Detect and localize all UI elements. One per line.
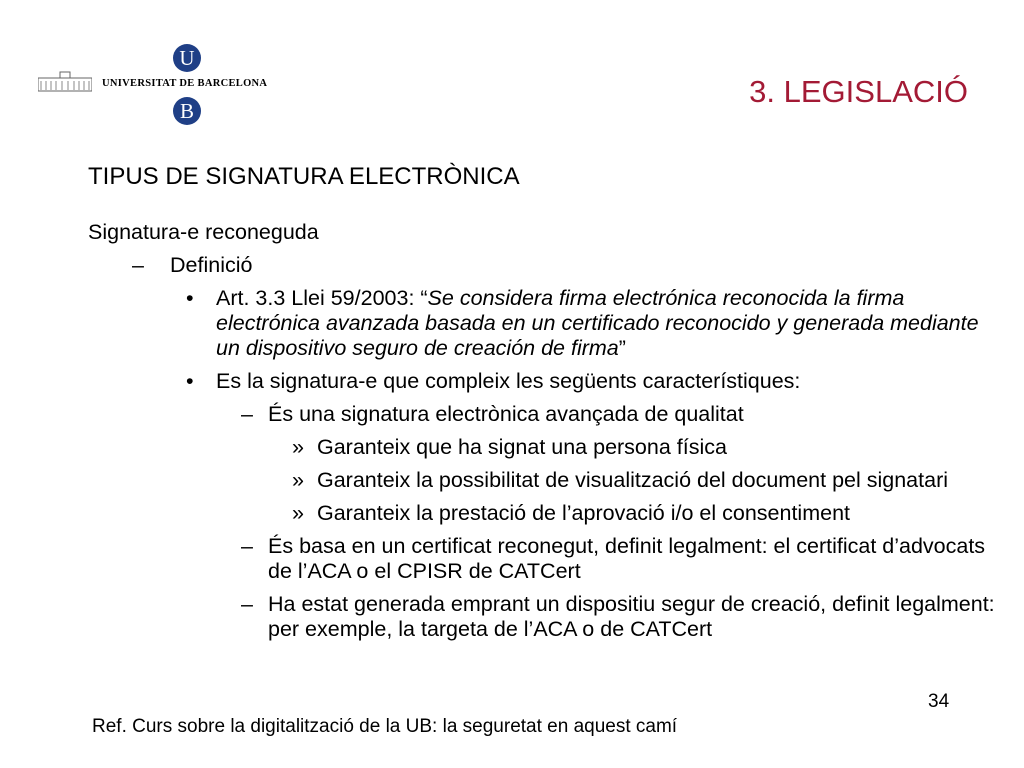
bullet-characteristics bbox=[186, 369, 1008, 394]
characteristics-text: Es la signatura-e que compleix les següents característiques: bbox=[216, 369, 801, 393]
footer-reference: Ref. Curs sobre la digitalització de la UB: la seguretat en aquest camí bbox=[92, 716, 678, 737]
dash-bullet: – bbox=[241, 534, 253, 558]
characteristic-text: És basa en un certificat reconegut, definit legalment: el certificat d’advocats de l’ACA o el CPISR de CATCert bbox=[268, 534, 986, 583]
characteristic-item bbox=[241, 592, 1008, 642]
definition-item bbox=[132, 253, 1008, 278]
dot-bullet: • bbox=[186, 286, 194, 310]
guarantee-item bbox=[292, 435, 1008, 460]
guarantee-text: Garanteix la possibilitat de visualització del document pel signatari bbox=[317, 468, 949, 492]
characteristic-text: És una signatura electrònica avançada de qualitat bbox=[268, 402, 744, 426]
guillemet-bullet: » bbox=[292, 501, 304, 525]
guarantee-text: Garanteix la prestació de l’aprovació i/o el consentiment bbox=[317, 501, 851, 525]
logo-circle-b: B bbox=[173, 97, 201, 125]
guillemet-bullet: » bbox=[292, 435, 304, 459]
characteristic-item bbox=[241, 534, 1008, 584]
page-number: 34 bbox=[928, 691, 950, 712]
law-quote-suffix: ” bbox=[618, 336, 626, 360]
definition-label: Definició bbox=[170, 253, 253, 277]
guarantee-text: Garanteix que ha signat una persona física bbox=[317, 435, 727, 459]
dash-bullet: – bbox=[241, 402, 253, 426]
logo-circle-u: U bbox=[173, 44, 201, 72]
dot-bullet: • bbox=[186, 369, 194, 393]
slide-body bbox=[88, 220, 1008, 642]
building-icon bbox=[38, 70, 92, 92]
dash-bullet: – bbox=[132, 253, 144, 277]
section-title: TIPUS DE SIGNATURA ELECTRÒNICA bbox=[88, 163, 520, 190]
law-quote-text: Se considera firma electrónica reconocida la firma electrónica avanzada basada en un certificado reconocido y generada mediante un dispositivo seguro de creación de firma bbox=[216, 286, 979, 360]
university-logo bbox=[38, 44, 278, 128]
bullet-law-quote bbox=[186, 286, 1008, 361]
guillemet-bullet: » bbox=[292, 468, 304, 492]
slide-title: 3. LEGISLACIÓ bbox=[749, 74, 968, 109]
characteristic-text: Ha estat generada emprant un dispositiu segur de creació, definit legalment: per exemple, la targeta de l’ACA o de CATCert bbox=[268, 592, 995, 641]
body-heading: Signatura-e reconeguda bbox=[88, 220, 319, 244]
characteristic-item bbox=[241, 402, 1008, 427]
law-quote-prefix: Art. 3.3 Llei 59/2003: “ bbox=[216, 286, 428, 310]
guarantee-item bbox=[292, 501, 1008, 526]
university-name: UNIVERSITAT DE BARCELONA bbox=[102, 78, 268, 89]
guarantee-item bbox=[292, 468, 1008, 493]
dash-bullet: – bbox=[241, 592, 253, 616]
